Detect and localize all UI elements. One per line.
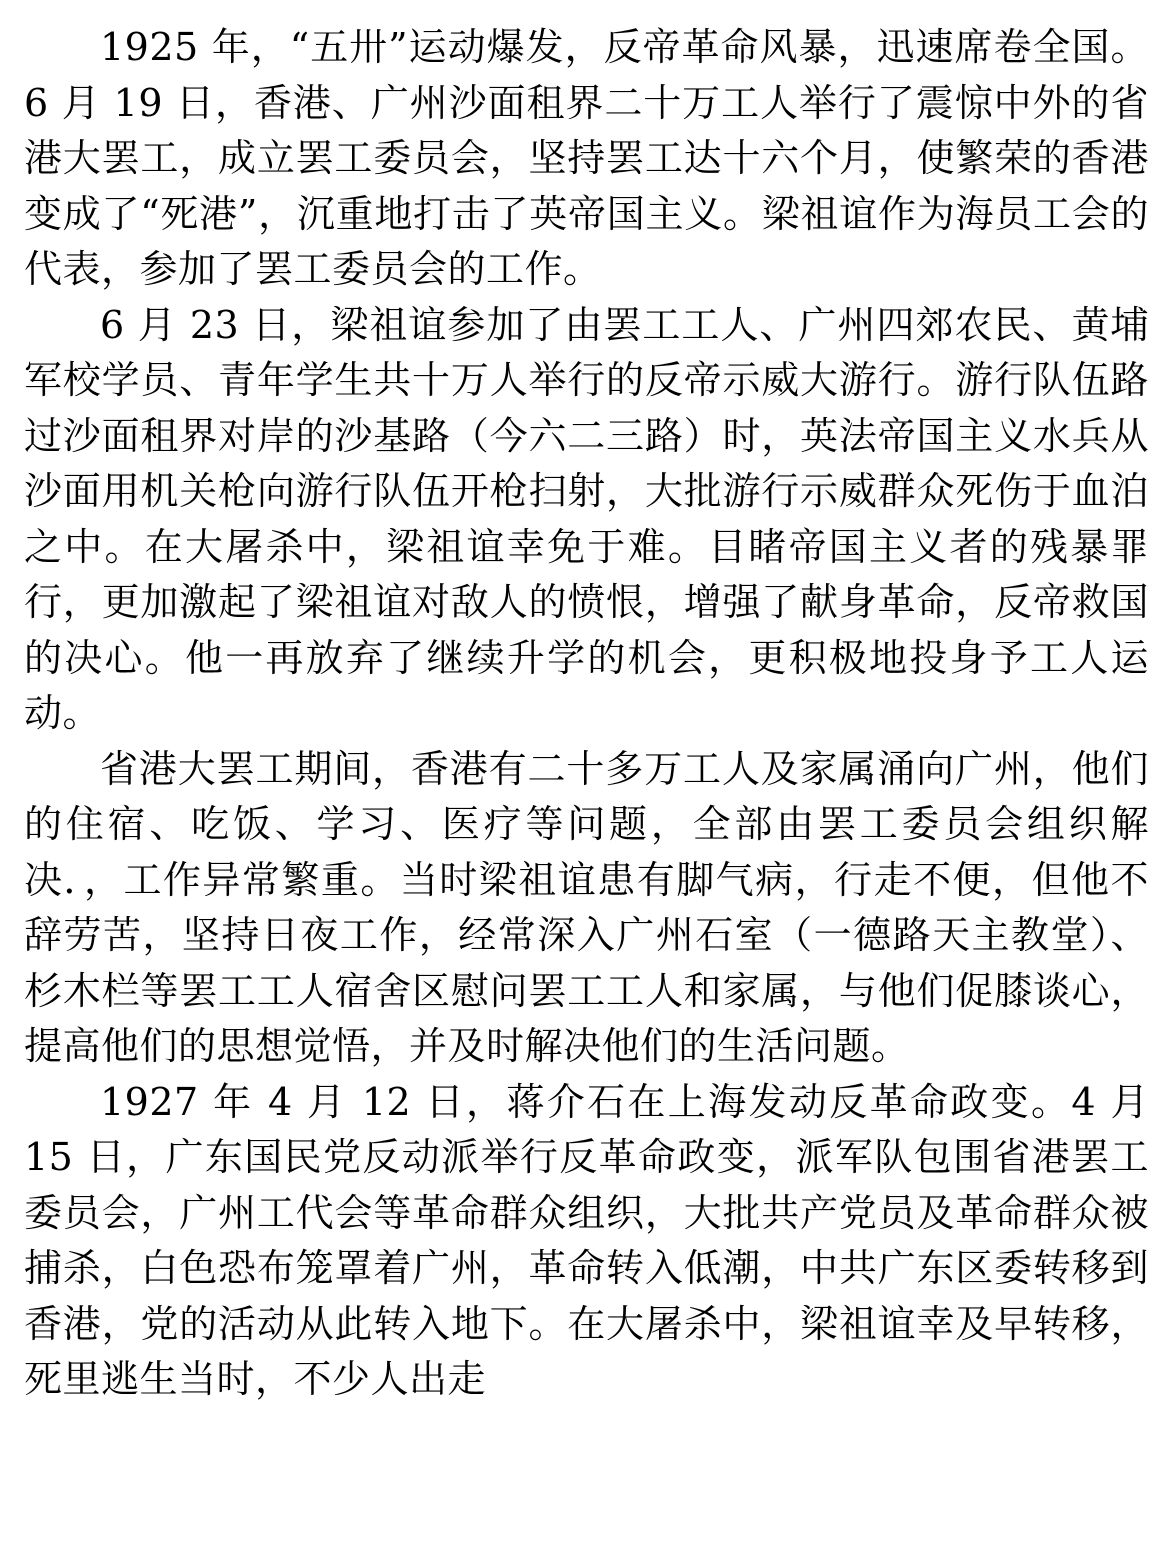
paragraph-1: 1925 年，“五卅”运动爆发，反帝革命风暴，迅速席卷全国。6 月 19 日，香港、广州沙面租界二十万工人举行了震惊中外的省港大罢工，成立罢工委员会，坚持罢工达十六个月，使繁荣的香港变成了“死港”，沉重地打击了英帝国主义。梁祖谊作为海员工会的代表，参加了罢工委员会的工作。 <box>24 25 1149 291</box>
paragraph-3: 省港大罢工期间，香港有二十多万工人及家属涌向广州，他们的住宿、吃饭、学习、医疗等问题，全部由罢工委员会组织解决．，工作异常繁重。当时梁祖谊患有脚气病，行走不便，但他不辞劳苦，坚持日夜工作，经常深入广州石室（一德路天主教堂）、杉木栏等罢工工人宿舍区慰问罢工工人和家属，与他们促膝谈心，提高他们的思想觉悟，并及时解决他们的生活问题。 <box>24 746 1149 1068</box>
paragraph-2: 6 月 23 日，梁祖谊参加了由罢工工人、广州四郊农民、黄埔军校学员、青年学生共十万人举行的反帝示威大游行。游行队伍路过沙面租界对岸的沙基路（今六二三路）时，英法帝国主义水兵从沙面用机关枪向游行队伍开枪扫射，大批游行示威群众死伤于血泊之中。在大屠杀中，梁祖谊幸免于难。目睹帝国主义者的残暴罪行，更加激起了梁祖谊对敌人的愤恨，增强了献身革命，反帝救国的决心。他一再放弃了继续升学的机会，更积极地投身予工人运动。 <box>24 302 1149 735</box>
paragraph-4: 1927 年 4 月 12 日，蒋介石在上海发动反革命政变。4 月 15 日，广东国民党反动派举行反革命政变，派军队包围省港罢工委员会，广州工代会等革命群众组织，大批共产党员及革命群众被捕杀，白色恐布笼罩着广州，革命转入低潮，中共广东区委转移到香港，党的活动从此转入地下。在大屠杀中，梁祖谊幸及早转移，死里逃生当时，不少人出走 <box>24 1079 1149 1401</box>
document-page <box>24 20 1149 1408</box>
